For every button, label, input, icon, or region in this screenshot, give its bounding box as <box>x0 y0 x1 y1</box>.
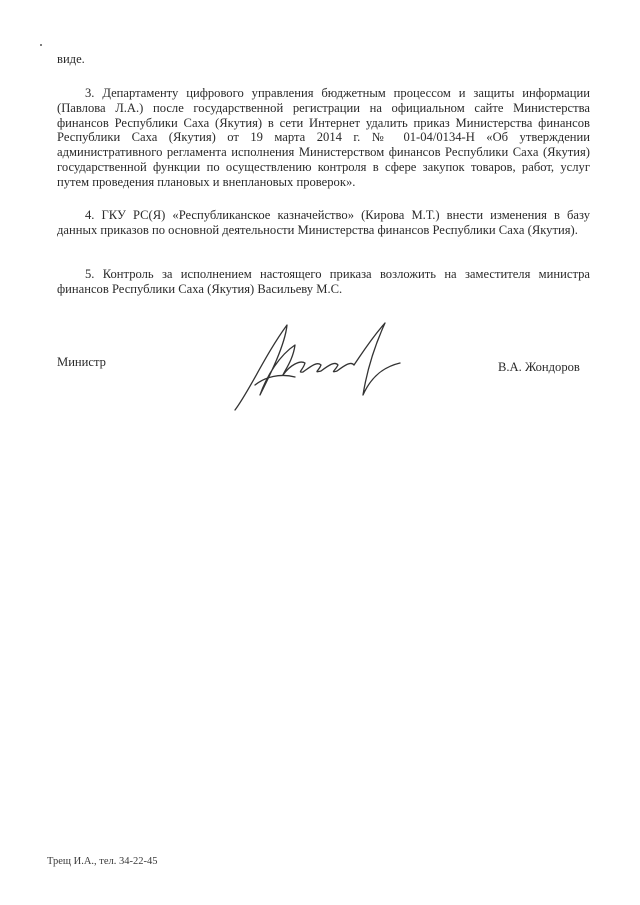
scan-speck <box>40 44 42 46</box>
handwritten-signature <box>225 315 410 415</box>
paragraph-3: 3. Департаменту цифрового управления бюджетным процессом и защиты информации (Павлова Л.А.) после государственной регистрации на официальном сайте Министерства финансов Республики Саха (Якутия) в сети Интернет удалить приказ Министерства финансов Республики Саха (Якутия) от 19 марта 2014 г. № 01-04/0134-Н «Об утверждении административного регламента исполнения Министерством финансов Республики Саха (Якутия) государственной функции по осуществлению контроля в сфере закупок товаров, работ, услуг путем проведения плановых и внеплановых проверок». <box>57 86 590 189</box>
executor-contact: Трещ И.А., тел. 34-22-45 <box>47 856 158 867</box>
signatory-name: В.А. Жондоров <box>498 360 580 374</box>
paragraph-5: 5. Контроль за исполнением настоящего приказа возложить на заместителя министра финансов Республики Саха (Якутия) Васильеву М.С. <box>57 267 590 296</box>
paragraph-4: 4. ГКУ РС(Я) «Республиканское казначейство» (Кирова М.Т.) внести изменения в базу данных приказов по основной деятельности Министерства финансов Республики Саха (Якутия). <box>57 208 590 237</box>
continuation-text: виде. <box>57 52 85 66</box>
signatory-position: Министр <box>57 355 106 369</box>
